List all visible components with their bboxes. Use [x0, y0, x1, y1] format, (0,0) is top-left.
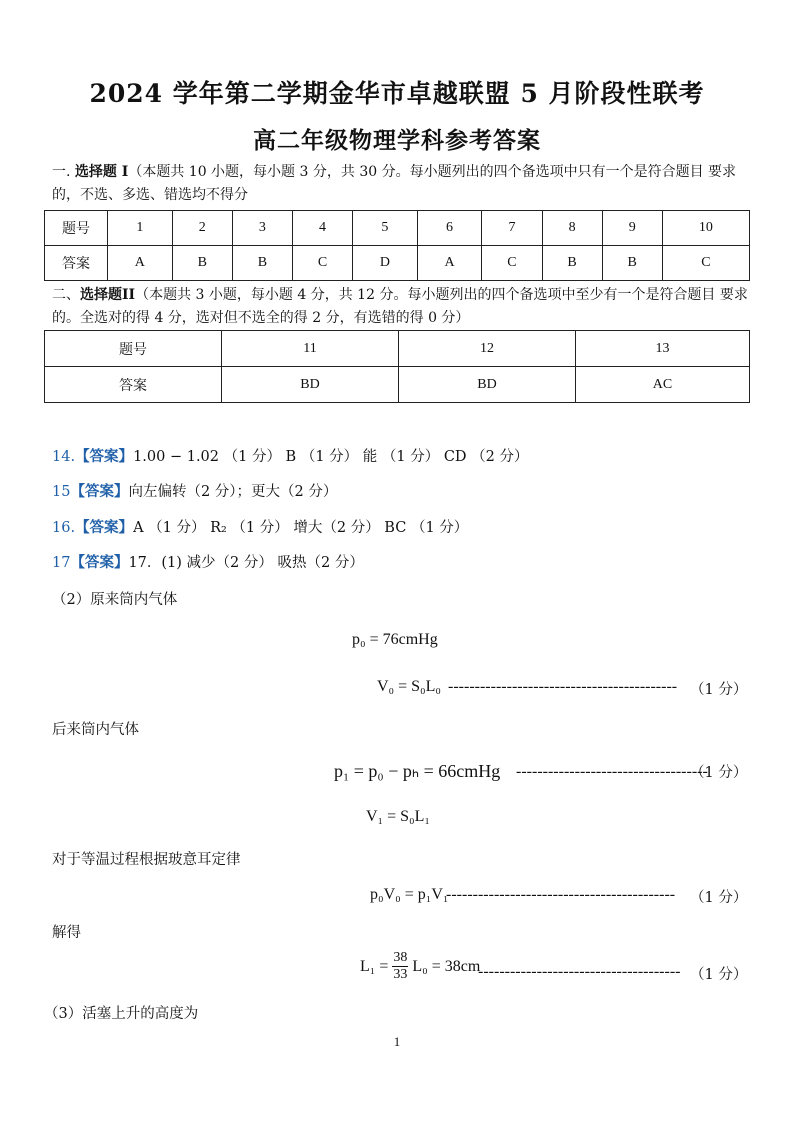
dash-leader: --------------------------------------	[478, 963, 681, 980]
row-label-number: 题号	[45, 211, 108, 246]
fraction	[392, 950, 408, 983]
answer-17-text: 17．(1) 减少（2 分） 吸热（2 分）	[128, 555, 364, 571]
table-cell: D	[353, 246, 418, 281]
row-label-answer: 答案	[45, 367, 222, 403]
answer-16-number: 16.	[52, 520, 76, 536]
later-label: 后来筒内气体	[52, 722, 139, 738]
table-cell: B	[172, 246, 232, 281]
section1-rest: （本题共 10 小题，每小题 3 分，共 30 分。每小题列出的四个备选项中只有一个是符合题目 要求的，不选、多选、错选均不得分	[52, 164, 737, 203]
section1-prefix: 一.	[52, 164, 75, 180]
page-number: 1	[393, 1034, 401, 1049]
section2-heading	[52, 284, 752, 330]
section2-table	[44, 330, 750, 403]
table-cell: 2	[172, 211, 232, 246]
equation-l1	[360, 950, 480, 983]
table-cell: 5	[353, 211, 418, 246]
answer-14-tag: 【答案】	[75, 448, 134, 465]
row-label-number: 题号	[45, 331, 222, 367]
answer-15-number: 15	[52, 484, 71, 500]
equation-v0: V₀ = S₀L₀	[377, 678, 441, 695]
table-cell: 12	[399, 331, 576, 367]
dash-leader: -------------------------------------------	[446, 886, 676, 903]
equation-l1-right: L₀ = 38cm	[412, 957, 481, 975]
section1-table	[44, 210, 750, 281]
section1-bold: 选择题 I	[74, 164, 129, 180]
table-cell: BD	[222, 367, 399, 403]
answer-16-text: A （1 分） R₂ （1 分） 增大（2 分） BC （1 分）	[133, 520, 469, 536]
section1-heading	[52, 161, 752, 207]
table-cell: B	[602, 246, 662, 281]
fraction-denominator: 33	[393, 967, 408, 982]
row-label-answer: 答案	[45, 246, 108, 281]
table-cell: 9	[602, 211, 662, 246]
table-cell: AC	[576, 367, 750, 403]
part3-label: （3）活塞上升的高度为	[44, 1006, 199, 1022]
equation-p0: p₀ = 76cmHg	[352, 631, 438, 648]
table-cell: 8	[542, 211, 602, 246]
table-cell: 10	[662, 211, 749, 246]
table-cell: BD	[399, 367, 576, 403]
dash-leader: -------------------------------------------	[448, 678, 678, 695]
table-cell: 3	[232, 211, 292, 246]
answer-15-tag: 【答案】	[70, 483, 129, 500]
answer-15-text: 向左偏转（2 分）；更大（2 分）	[128, 484, 338, 500]
document-title: 2024 学年第二学期金华市卓越联盟 5 月阶段性联考	[89, 79, 705, 108]
answer-14	[52, 447, 528, 467]
table-cell: A	[417, 246, 482, 281]
answer-17-number: 17	[52, 555, 71, 571]
answer-16-tag: 【答案】	[75, 519, 134, 536]
table-row	[45, 367, 750, 403]
score-label: （1 分）	[690, 890, 748, 906]
answer-14-number: 14.	[52, 449, 76, 465]
fraction-numerator: 38	[393, 950, 408, 965]
table-cell: 4	[292, 211, 352, 246]
equation-v1: V₁ = S₀L₁	[366, 808, 430, 825]
dash-leader: ------------------------------------	[516, 763, 708, 780]
table-cell: 6	[417, 211, 482, 246]
score-label: （1 分）	[690, 765, 748, 781]
table-cell: C	[292, 246, 352, 281]
table-cell: B	[232, 246, 292, 281]
equation-law: p₀V₀ = p₁V₁	[370, 886, 449, 903]
answer-14-text: 1.00 − 1.02 （1 分） B （1 分） 能 （1 分） CD （2 分）	[133, 449, 529, 465]
equation-p1: p₁ = p₀ − pₕ = 66cmHg	[334, 761, 501, 781]
table-cell: A	[108, 246, 173, 281]
table-row	[45, 211, 750, 246]
answer-15	[52, 482, 337, 502]
answer-17-tag: 【答案】	[70, 554, 129, 571]
answer-17	[52, 553, 364, 573]
table-cell: 1	[108, 211, 173, 246]
section2-bold: 选择题II	[80, 287, 136, 303]
solve-label: 解得	[52, 925, 81, 941]
section2-prefix: 二、	[52, 287, 80, 303]
table-row	[45, 331, 750, 367]
document-subtitle: 高二年级物理学科参考答案	[253, 127, 541, 154]
table-cell: 13	[576, 331, 750, 367]
law-label: 对于等温过程根据玻意耳定律	[52, 852, 241, 868]
equation-v0-line	[377, 678, 441, 696]
table-cell: B	[542, 246, 602, 281]
score-label: （1 分）	[690, 967, 748, 983]
equation-l1-left: L₁ =	[360, 957, 389, 975]
table-cell: 11	[222, 331, 399, 367]
part2-label: （2）原来筒内气体	[52, 592, 178, 608]
score-label: （1 分）	[690, 682, 748, 698]
table-cell: C	[482, 246, 542, 281]
table-cell: C	[662, 246, 749, 281]
section2-rest: （本题共 3 小题，每小题 4 分，共 12 分。每小题列出的四个备选项中至少有一个是符合题目 要求的。全选对的得 4 分，选对但不选全的得 2 分，有选错的得 0 分）	[52, 287, 748, 326]
table-cell: 7	[482, 211, 542, 246]
table-row	[45, 246, 750, 281]
answer-16	[52, 518, 468, 538]
